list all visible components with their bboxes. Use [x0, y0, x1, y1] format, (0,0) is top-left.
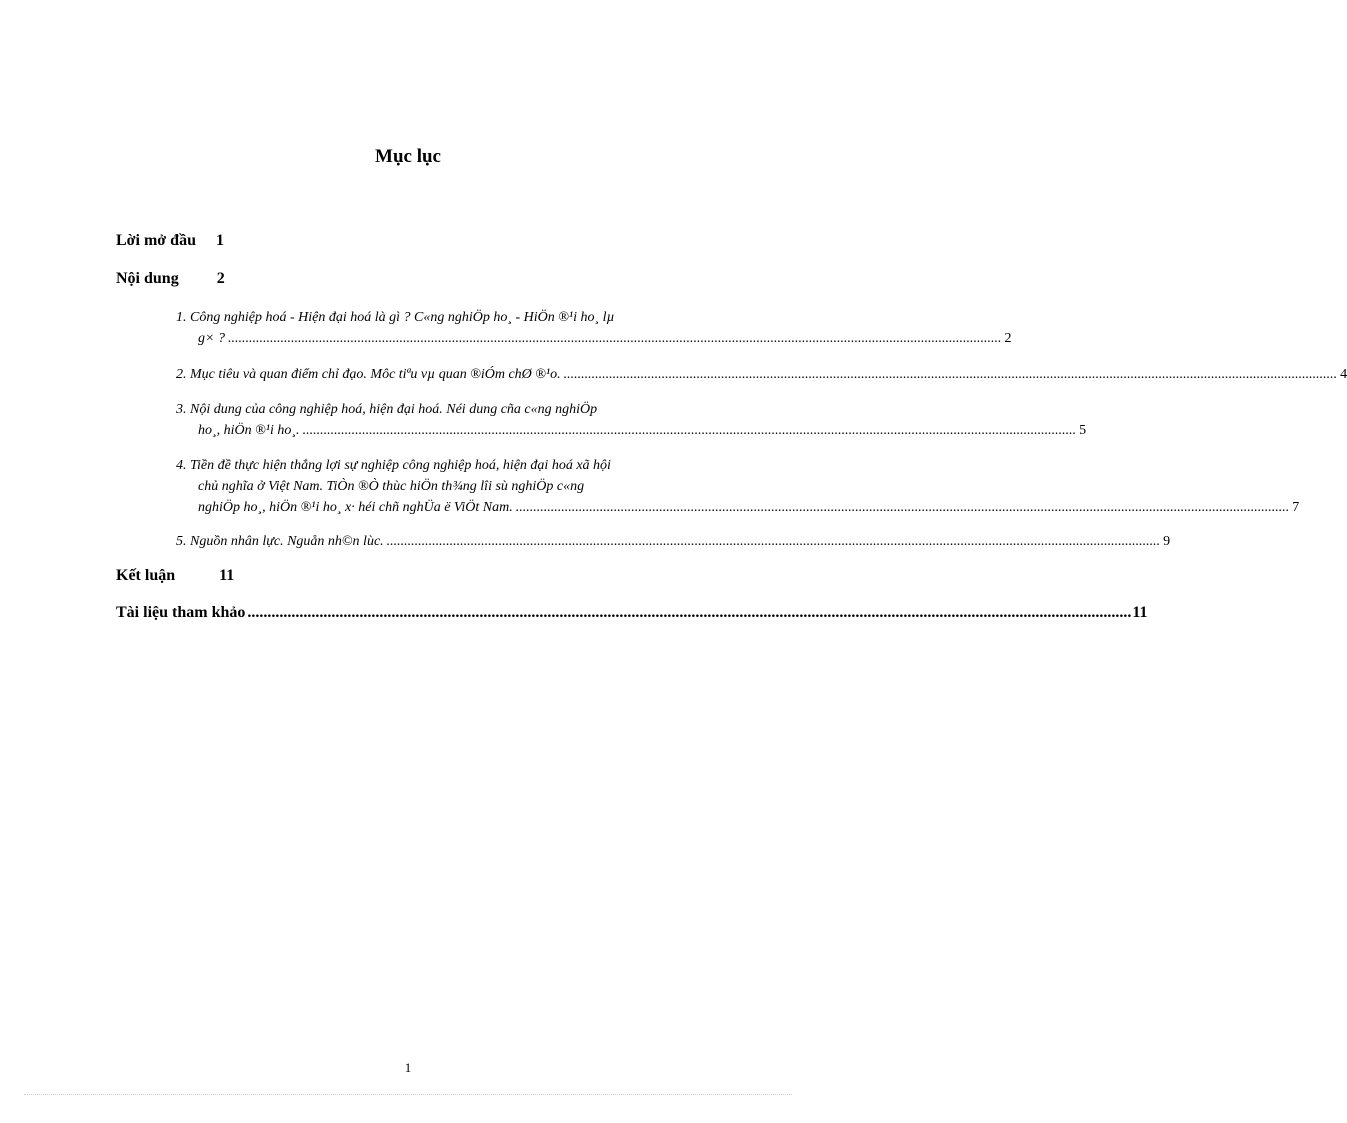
toc-leader-dots: ............................................................................................................................................................................................................................. [227, 331, 1002, 346]
toc-entry-conclusion[interactable] [116, 567, 234, 585]
toc-entry-intro[interactable] [116, 232, 224, 250]
toc-entry-label: Nội dung [116, 270, 179, 287]
toc-subentry-text: 5. Nguồn nhân lực. Nguån nh©n lùc. [176, 534, 384, 549]
page-bottom-divider [24, 1094, 792, 1095]
toc-subentry-page: 4 [1340, 367, 1347, 382]
toc-subentry-text: 3. Nội dung của công nghiệp hoá, hiện đại hoá. Néi dung cña c«ng nghiÖp [176, 402, 598, 417]
toc-subentry-text: chủ nghĩa ở Việt Nam. TiÒn ®Ò thùc hiÖn th¾ng lîi sù nghiÖp c«ng [198, 479, 585, 494]
toc-subentry-text: 1. Công nghiệp hoá - Hiện đại hoá là gì ? C«ng nghiÖp ho¸ - HiÖn ®¹i ho¸ lµ [176, 310, 615, 325]
toc-subentry-2[interactable] [176, 364, 1347, 385]
toc-subentry-page: 7 [1292, 500, 1300, 515]
toc-entry-label: Lời mở đầu [116, 232, 196, 249]
toc-subentry-text: 2. Mục tiêu và quan điểm chỉ đạo. Môc tiªu vµ quan ®iÓm chØ ®¹o. [176, 367, 561, 382]
toc-subentry-page: 9 [1163, 534, 1171, 549]
toc-entry-page: 2 [216, 270, 225, 287]
toc-subentry-text: nghiÖp ho¸, hiÖn ®¹i ho¸ x· héi chñ nghÜa ë ViÖt Nam. [198, 500, 513, 515]
page-number: 1 [404, 1060, 412, 1075]
toc-subentry-page: 5 [1079, 423, 1087, 438]
toc-subentry-page: 2 [1004, 331, 1012, 346]
toc-subentry-1[interactable] [176, 307, 1012, 349]
toc-leader-dots: ............................................................................................................................................................................................................................. [515, 500, 1290, 515]
toc-entry-page: 1 [215, 232, 224, 249]
toc-subentry-text: 4. Tiền đề thực hiện thắng lợi sự nghiệp công nghiệp hoá, hiện đại hoá xã hội [176, 458, 611, 473]
toc-entry-page: 11 [1132, 604, 1148, 621]
page-title: Mục lục [375, 146, 441, 167]
toc-entry-label: Tài liệu tham khảo [116, 604, 246, 621]
toc-subentry-text: ho¸, hiÖn ®¹i ho¸. [198, 423, 300, 438]
toc-subentry-3[interactable] [176, 399, 1087, 441]
toc-subentry-4[interactable] [176, 455, 1300, 518]
toc-entry-label: Kết luận [116, 567, 176, 584]
toc-entry-references[interactable] [116, 604, 1148, 622]
toc-leader-dots: ............................................................................................................................................................................................................................. [386, 534, 1161, 549]
toc-leader-dots: ............................................................................................................................................................................................................................. [563, 367, 1338, 382]
toc-subentry-text: g× ? [198, 331, 225, 346]
toc-subentry-5[interactable] [176, 531, 1171, 552]
toc-entry-content[interactable] [116, 270, 225, 288]
toc-entry-page: 11 [219, 567, 235, 584]
toc-leader-dots: ............................................................................................................................................................................................................................. [302, 423, 1077, 438]
toc-leader-dots: ............................................................................................................................................................................................................................. [247, 604, 1132, 621]
